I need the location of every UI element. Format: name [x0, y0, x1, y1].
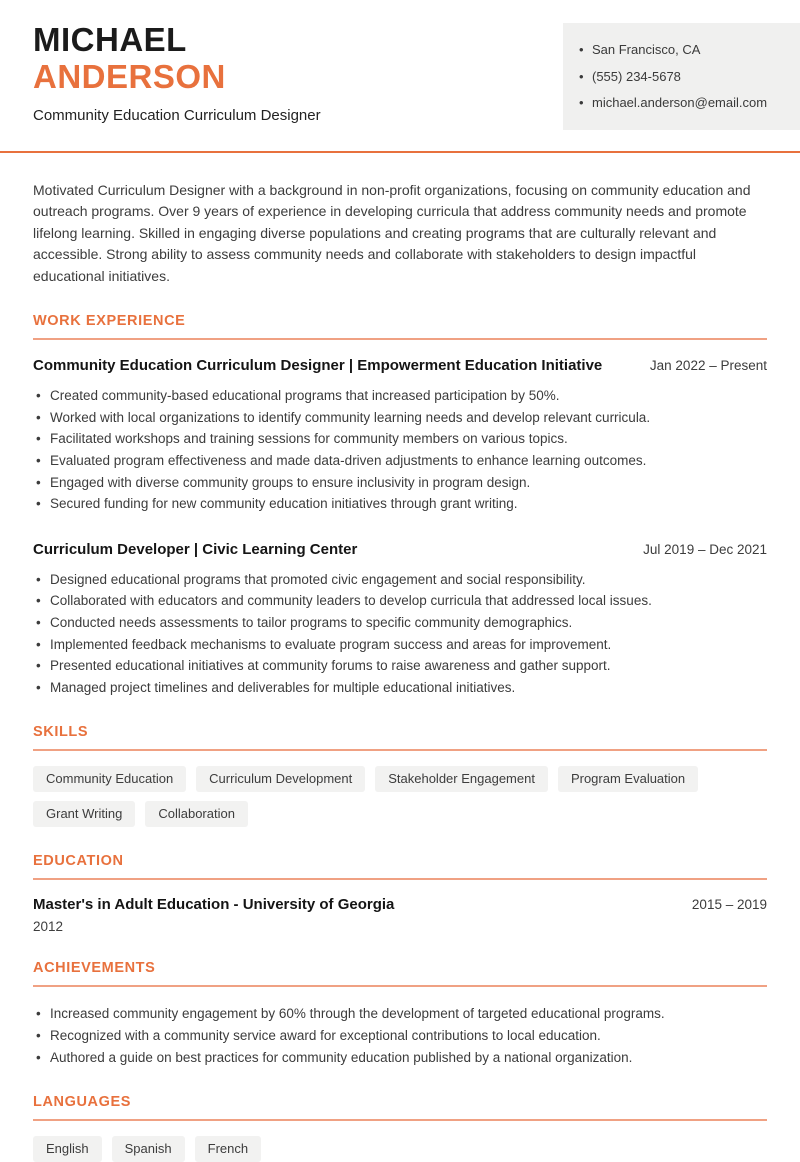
job-bullet: • Conducted needs assessments to tailor programs to specific community demographics. — [33, 612, 767, 634]
job-bullet: • Created community-based educational programs that increased participation by 50%. — [33, 385, 767, 407]
last-name: ANDERSON — [33, 58, 226, 95]
job-bullet: • Designed educational programs that promoted civic engagement and social responsibility. — [33, 569, 767, 591]
header-divider — [0, 151, 800, 153]
skill-chip: Community Education — [33, 766, 186, 792]
section-work-experience — [33, 313, 767, 698]
language-chip: Spanish — [112, 1136, 185, 1162]
job-dates: Jul 2019 – Dec 2021 — [643, 541, 767, 557]
job-entry — [33, 357, 767, 515]
skill-chip: Grant Writing — [33, 801, 135, 827]
job-bullet-list — [33, 385, 767, 515]
education-entry — [33, 896, 767, 913]
contact-box — [563, 23, 800, 130]
job-title: Curriculum Developer | Civic Learning Center — [33, 540, 358, 558]
achievements-bullet-list — [33, 1003, 767, 1068]
languages-title: LANGUAGES — [33, 1094, 767, 1121]
job-header — [33, 541, 767, 558]
language-chip: English — [33, 1136, 102, 1162]
work-experience-title: WORK EXPERIENCE — [33, 313, 767, 340]
job-bullet: • Evaluated program effectiveness and made data-driven adjustments to enhance learning outcomes. — [33, 450, 767, 472]
skill-chip: Collaboration — [145, 801, 248, 827]
skill-chip: Curriculum Development — [196, 766, 365, 792]
job-bullet: • Collaborated with educators and community leaders to develop curricula that addressed local issues. — [33, 590, 767, 612]
job-entry — [33, 541, 767, 699]
section-education — [33, 853, 767, 934]
job-bullet: • Implemented feedback mechanisms to evaluate program success and areas for improvement. — [33, 634, 767, 656]
achievement-bullet: • Recognized with a community service award for exceptional contributions to local education. — [33, 1025, 767, 1047]
job-dates: Jan 2022 – Present — [649, 358, 767, 374]
achievement-bullet: • Authored a guide on best practices for community education published by a national organization. — [33, 1047, 767, 1069]
job-title: Community Education Curriculum Designer | Empowerment Education Initiative — [33, 357, 603, 375]
contact-email: • michael.anderson@email.com — [579, 95, 790, 111]
job-bullet: • Facilitated workshops and training sessions for community members on various topics. — [33, 428, 767, 450]
summary-paragraph: Motivated Curriculum Designer with a background in non-profit organizations, focusing on community education and outreach programs. Over 9 years of experience in developing curricula that address community needs and promote lifelong learning. Skilled in engaging diverse populations and creating programs that are culturally relevant and accessible. Strong ability to assess community needs and collaborate with stakeholders to design impactful educational initiatives. — [33, 181, 751, 284]
contact-list — [579, 42, 790, 111]
name-block — [33, 23, 321, 124]
job-header — [33, 357, 767, 374]
job-bullet: • Managed project timelines and deliverables for multiple educational initiatives. — [33, 677, 767, 699]
job-bullet: • Worked with local organizations to identify community learning needs and develop relevant curricula. — [33, 407, 767, 429]
section-skills — [33, 724, 767, 827]
resume-body — [0, 180, 800, 1162]
education-dates: 2015 – 2019 — [691, 897, 767, 913]
section-achievements — [33, 960, 767, 1068]
education-year: 2012 — [33, 919, 64, 935]
language-chip: French — [195, 1136, 261, 1162]
first-name: MICHAEL — [33, 21, 187, 58]
education-title: EDUCATION — [33, 853, 767, 880]
achievement-bullet: • Increased community engagement by 60% through the development of targeted educational programs. — [33, 1003, 767, 1025]
languages-chip-list — [33, 1136, 767, 1162]
contact-location: • San Francisco, CA — [579, 42, 790, 58]
job-bullet-list — [33, 569, 767, 699]
section-languages — [33, 1094, 767, 1162]
education-degree: Master's in Adult Education - University of Georgia — [33, 896, 395, 914]
job-bullet: • Secured funding for new community education initiatives through grant writing. — [33, 493, 767, 515]
skill-chip: Stakeholder Engagement — [375, 766, 548, 792]
contact-phone: • (555) 234-5678 — [579, 69, 790, 85]
skill-chip: Program Evaluation — [558, 766, 698, 792]
header-job-title: Community Education Curriculum Designer — [33, 107, 321, 124]
resume-header — [0, 0, 800, 130]
skills-chip-list — [33, 766, 767, 827]
job-bullet: • Engaged with diverse community groups to ensure inclusivity in program design. — [33, 472, 767, 494]
job-bullet: • Presented educational initiatives at community forums to raise awareness and gather support. — [33, 655, 767, 677]
skills-title: SKILLS — [33, 724, 767, 751]
achievements-title: ACHIEVEMENTS — [33, 960, 767, 987]
